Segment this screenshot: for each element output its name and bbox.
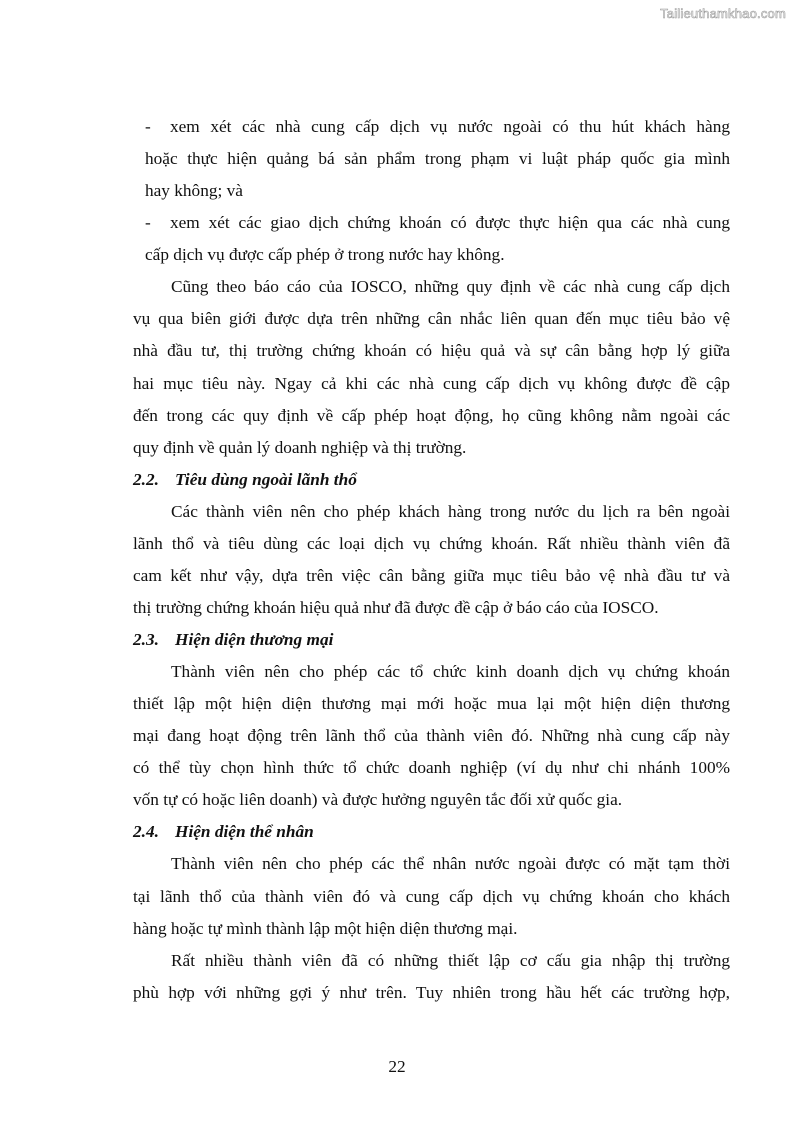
text-line: xem xét các giao dịch chứng khoán có được thực hiện qua các nhà cung	[170, 213, 730, 233]
text-line: Thành viên nên cho phép các tổ chức kinh doanh dịch vụ chứng khoán	[171, 662, 730, 682]
text-line: thiết lập một hiện diện thương mại mới hoặc mua lại một hiện diện thương	[133, 694, 730, 714]
text-line: vụ qua biên giới được dựa trên những cân nhắc liên quan đến mục tiêu bảo vệ	[133, 309, 730, 329]
text-line: quy định về quản lý doanh nghiệp và thị trường.	[133, 437, 467, 457]
section-number: 2.3.	[133, 630, 159, 649]
section-heading	[133, 624, 730, 656]
text-line: đến trong các quy định về cấp phép hoạt động, họ cũng không nằm ngoài các	[133, 405, 730, 425]
section-heading	[133, 464, 730, 496]
section-number: 2.2.	[133, 469, 159, 489]
text-line: Cũng theo báo cáo của IOSCO, những quy định về các nhà cung cấp dịch	[171, 277, 730, 297]
paragraph	[133, 848, 730, 944]
text-line: thị trường chứng khoán hiệu quả như đã được đề cập ở báo cáo của IOSCO.	[133, 597, 659, 617]
bullet-item	[133, 111, 730, 207]
text-line: mại đang hoạt động trên lãnh thổ của thành viên đó. Những nhà cung cấp này	[133, 726, 730, 746]
paragraph	[133, 656, 730, 816]
text-line: tại lãnh thổ của thành viên đó và cung cấp dịch vụ chứng khoán cho khách	[133, 886, 730, 906]
paragraph	[133, 945, 730, 1009]
text-line: hai mục tiêu này. Ngay cả khi các nhà cung cấp dịch vụ không được đề cập	[133, 373, 730, 393]
paragraph	[133, 496, 730, 624]
bullet-dash: -	[145, 213, 151, 233]
text-line: cấp dịch vụ được cấp phép ở trong nước hay không.	[145, 245, 505, 265]
bullet-item	[133, 207, 730, 271]
text-line: hoặc thực hiện quảng bá sản phẩm trong phạm vi luật pháp quốc gia mình	[145, 149, 730, 169]
text-line: hàng hoặc tự mình thành lập một hiện diện thương mại.	[133, 918, 518, 938]
section-heading	[133, 816, 730, 848]
section-title: Hiện diện thể nhân	[175, 822, 314, 842]
text-line: Rất nhiều thành viên đã có những thiết lập cơ cấu gia nhập thị trường	[171, 950, 730, 970]
text-line: xem xét các nhà cung cấp dịch vụ nước ngoài có thu hút khách hàng	[170, 117, 730, 136]
text-line: cam kết như vậy, dựa trên việc cân bằng giữa mục tiêu bảo vệ nhà đầu tư và	[133, 565, 730, 585]
text-line: hay không; và	[145, 181, 243, 201]
paragraph	[133, 271, 730, 463]
text-line: Thành viên nên cho phép các thể nhân nước ngoài được có mặt tạm thời	[171, 854, 730, 874]
bullet-dash: -	[145, 117, 151, 136]
text-line: lãnh thổ và tiêu dùng các loại dịch vụ chứng khoán. Rất nhiều thành viên đã	[133, 533, 730, 553]
section-title: Tiêu dùng ngoài lãnh thổ	[175, 469, 357, 489]
text-line: có thể tùy chọn hình thức tổ chức doanh nghiệp (ví dụ như chi nhánh 100%	[133, 758, 730, 778]
document-body	[133, 111, 730, 1009]
section-number: 2.4.	[133, 822, 159, 842]
text-line: Các thành viên nên cho phép khách hàng trong nước du lịch ra bên ngoài	[171, 501, 730, 521]
section-title: Hiện diện thương mại	[175, 630, 334, 649]
text-line: vốn tự có hoặc liên doanh) và được hưởng nguyên tắc đối xử quốc gia.	[133, 790, 623, 810]
text-line: nhà đầu tư, thị trường chứng khoán có hiệu quả và sự cân bằng hợp lý giữa	[133, 341, 730, 361]
text-line: phù hợp với những gợi ý như trên. Tuy nhiên trong hầu hết các trường hợp,	[133, 982, 730, 1002]
watermark: Tailieuthamkhao.com	[660, 6, 786, 21]
page-number: 22	[388, 1057, 406, 1076]
